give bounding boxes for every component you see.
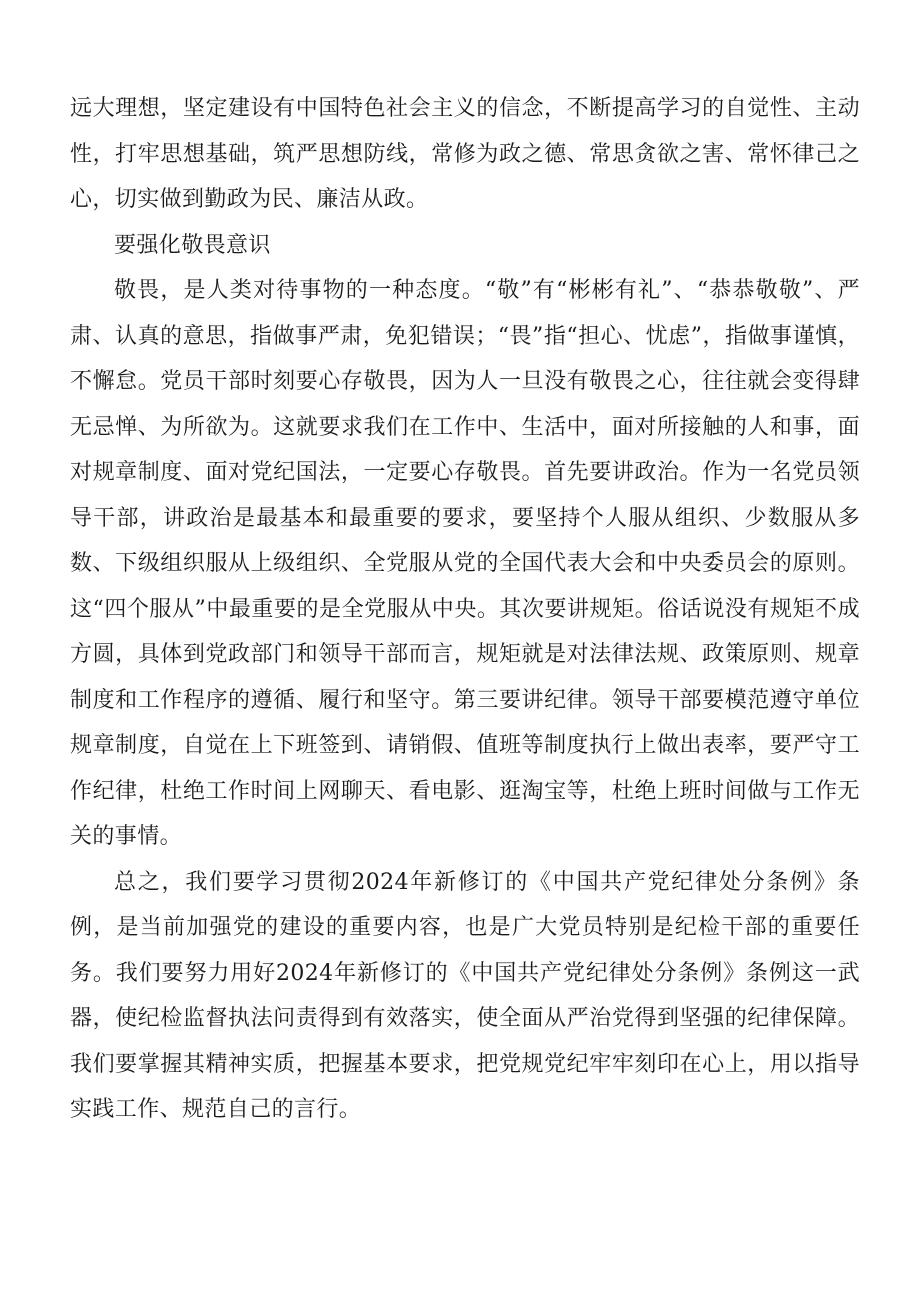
paragraph-conclusion: 总之，我们要学习贯彻2024年新修订的《中国共产党纪律处分条例》条例，是当前加强党的建设的重要内容，也是广大党员特别是纪检干部的重要任务。我们要努力用好2024年新修订的《中国共产党纪律处分条例》条例这一武器，使纪检监督执法问责得到有效落实，使全面从严治党得到坚强的纪律保障。我们要掌握其精神实质，把握基本要求，把党规党纪牢牢刻印在心上，用以指导实践工作、规范自己的言行。 [70,869,860,1122]
paragraph-awe: 敬畏，是人类对待事物的一种态度。“敬”有“彬彬有礼”、“恭恭敬敬”、严肃、认真的意思，指做事严肃，免犯错误；“畏”指“担心、忧虑”，指做事谨慎，不懈怠。党员干部时刻要心存敬畏，因为人一旦没有敬畏之心，往往就会变得肆无忌惮、为所欲为。这就要求我们在工作中、生活中，面对所接触的人和事，面对规章制度、面对党纪国法，一定要心存敬畏。首先要讲政治。作为一名党员领导干部，讲政治是最基本和最重要的要求，要坚持个人服从组织、少数服从多数、下级组织服从上级组织、全党服从党的全国代表大会和中央委员会的原则。这“四个服从”中最重要的是全党服从中央。其次要讲规矩。俗话说没有规矩不成方圆，具体到党政部门和领导干部而言，规矩就是对法律法规、政策原则、规章制度和工作程序的遵循、履行和坚守。第三要讲纪律。领导干部要模范遵守单位规章制度，自觉在上下班签到、请销假、值班等制度执行上做出表率，要严守工作纪律，杜绝工作时间上网聊天、看电影、逛淘宝等，杜绝上班时间做与工作无关的事情。 [70,278,860,849]
section-heading: 要强化敬畏意识 [114,232,271,258]
paragraph-continuation: 远大理想，坚定建设有中国特色社会主义的信念，不断提高学习的自觉性、主动性，打牢思想基础，筑严思想防线，常修为政之德、常思贪欲之害、常怀律己之心，切实做到勤政为民、廉洁从政。 [70,96,860,212]
document-body [70,86,860,1133]
